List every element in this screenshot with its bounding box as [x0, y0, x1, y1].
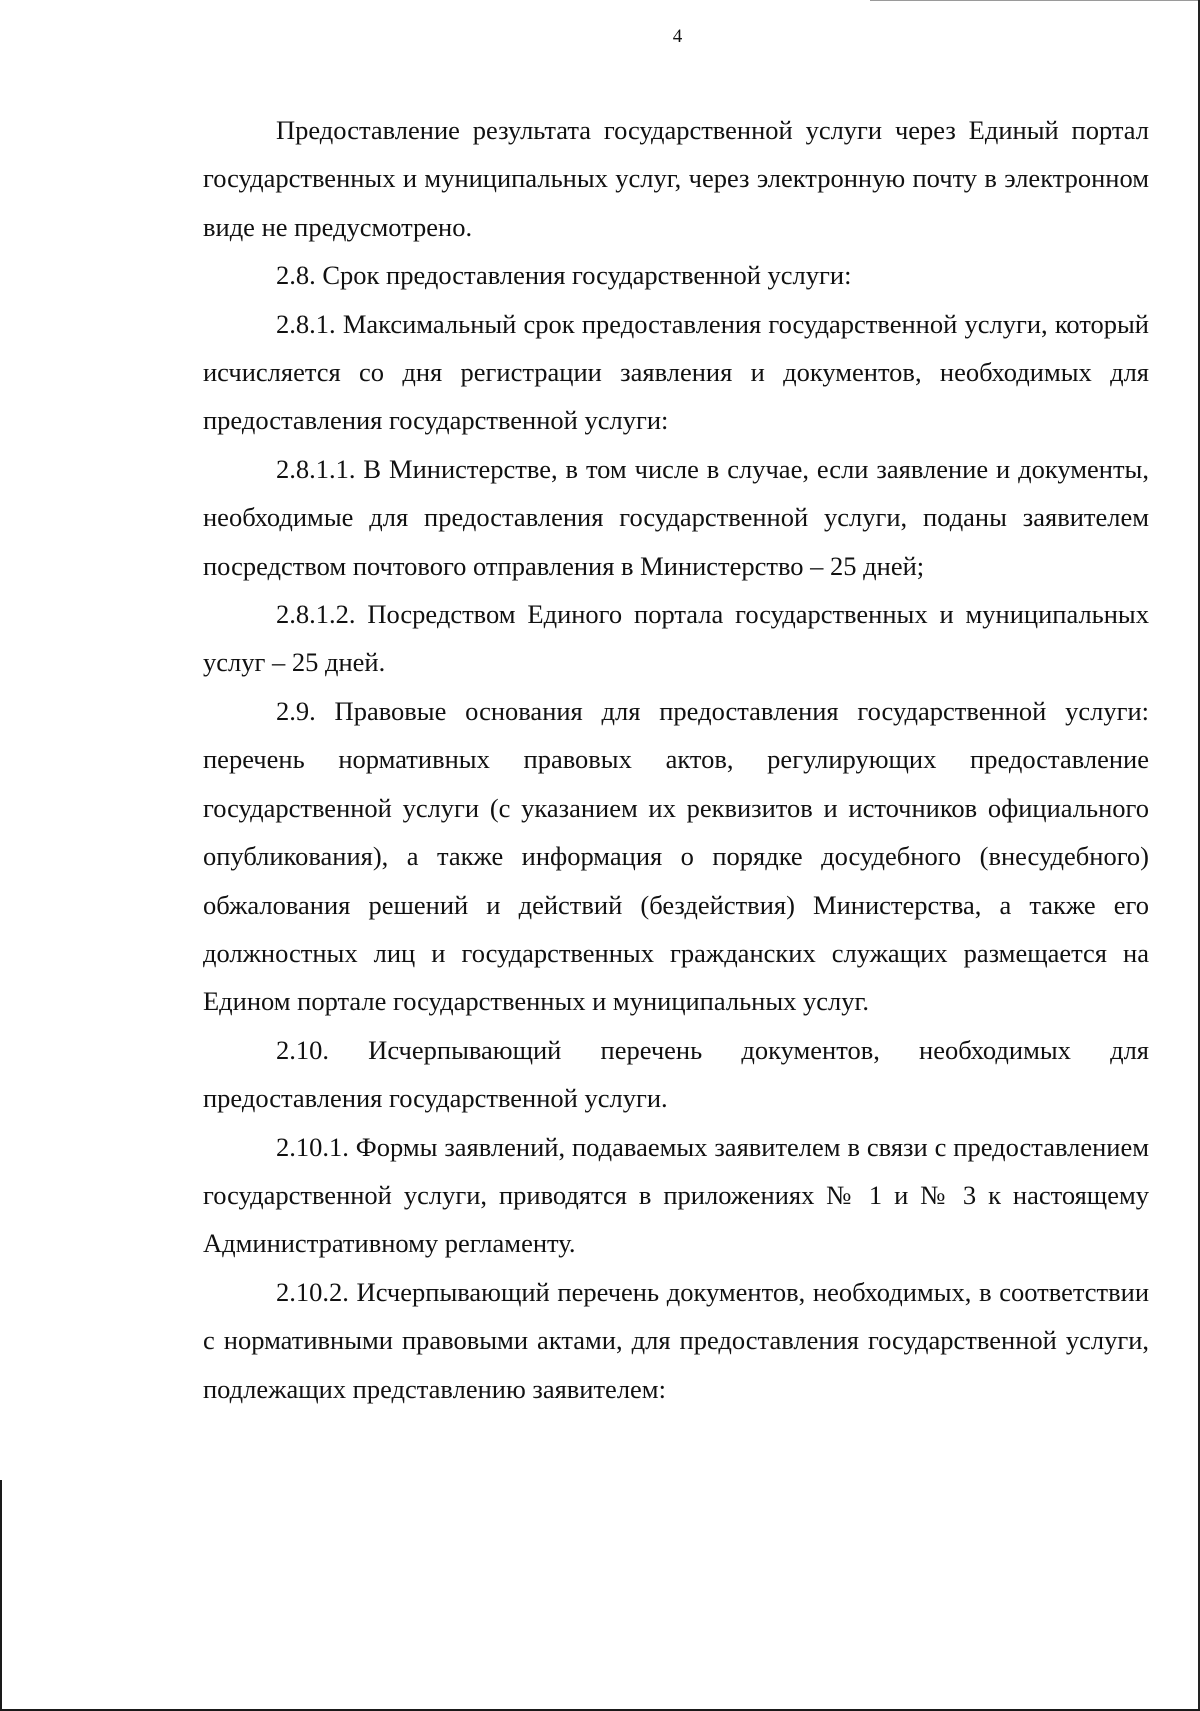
- paragraph-2-9: 2.9. Правовые основания для предоставления государственной услуги: перечень нормативных правовых актов, регулирующих предоставление государственной услуги (с указанием их реквизитов и источников официального опубликования), а также информация о порядке досудебного (внесудебного) обжалования решений и действий (бездействия) Министерства, а также его должностных лиц и государственных гражданских служащих размещается на Едином портале государственных и муниципальных услуг.: [203, 695, 1149, 1017]
- paragraph-2-8-1: 2.8.1. Максимальный срок предоставления государственной услуги, который исчисляется со дня регистрации заявления и документов, необходимых для предоставления государственной услуги:: [203, 308, 1149, 436]
- page-number: 4: [672, 26, 683, 47]
- paragraph-2-10-1: 2.10.1. Формы заявлений, подаваемых заявителем в связи с предоставлением государственной услуги, приводятся в приложениях № 1 и № 3 к настоящему Административному регламенту.: [203, 1131, 1149, 1259]
- scan-edge-top: [870, 0, 1200, 1]
- paragraph-2-10: 2.10. Исчерпывающий перечень документов, необходимых для предоставления государственной услуги.: [203, 1034, 1149, 1114]
- paragraph-2-8: 2.8. Срок предоставления государственной услуги:: [276, 260, 852, 291]
- paragraph-2-8-1-1: 2.8.1.1. В Министерстве, в том числе в случае, если заявление и документы, необходимые для предоставления государственной услуги, поданы заявителем посредством почтового отправления в Министерство – 25 дней;: [203, 453, 1149, 581]
- document-body: [203, 106, 1149, 1413]
- paragraph-result-delivery: Предоставление результата государственной услуги через Единый портал государственных и муниципальных услуг, через электронную почту в электронном виде не предусмотрено.: [203, 115, 1149, 242]
- paragraph-2-10-2: 2.10.2. Исчерпывающий перечень документов, необходимых, в соответствии с нормативными правовыми актами, для предоставления государственной услуги, подлежащих представлению заявителем:: [203, 1276, 1149, 1404]
- scan-edge-left: [0, 1480, 2, 1711]
- paragraph-2-8-1-2: 2.8.1.2. Посредством Единого портала государственных и муниципальных услуг – 25 дней.: [203, 599, 1149, 678]
